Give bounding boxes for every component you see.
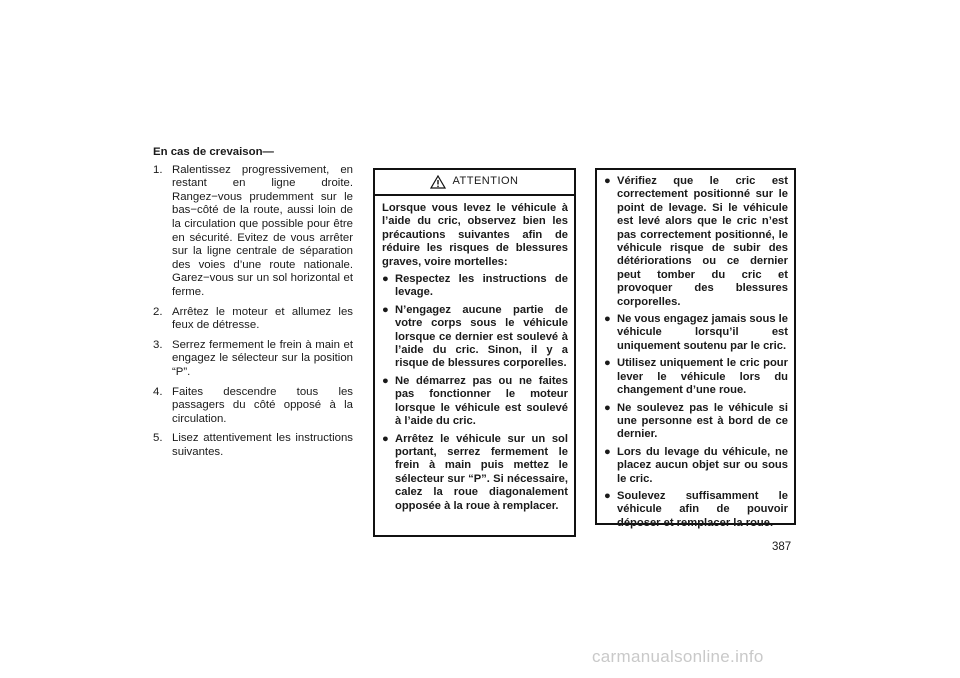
bullet-text: Ne vous engagez jamais sous le véhicule lorsqu’il est uniquement soutenu par le cric. (617, 313, 788, 352)
bullet-text: N’engagez aucune partie de votre corps sous le véhicule lorsque ce dernier est soulevé à l’aide du cric. Sinon, il y a risque de blessures corporelles. (395, 303, 568, 370)
bullet-item (604, 357, 788, 397)
bullet-dot: ● (604, 313, 611, 326)
step-number: 3. (153, 338, 163, 351)
continued-bullets (604, 175, 788, 530)
step-text: Faites descendre tous les passagers du côté opposé à la circulation. (172, 385, 353, 425)
bullet-item (382, 304, 568, 371)
bullet-dot: ● (382, 273, 389, 286)
step-number: 5. (153, 432, 163, 445)
step-number: 2. (153, 305, 163, 318)
step-item (153, 164, 353, 300)
step-text: Lisez attentivement les instructions suivantes. (172, 432, 353, 458)
bullet-item (382, 433, 568, 513)
bullet-item (382, 375, 568, 429)
step-text: Serrez fermement le frein à main et engagez le sélecteur sur la position “P”. (172, 338, 353, 378)
bullet-dot: ● (382, 374, 389, 387)
instructions-column (153, 146, 353, 465)
bullet-item (604, 490, 788, 530)
bullet-item (604, 446, 788, 486)
bullet-item (382, 273, 568, 300)
step-item (153, 306, 353, 333)
attention-bullets (382, 273, 568, 513)
bullet-dot: ● (604, 445, 611, 458)
step-number: 4. (153, 385, 163, 398)
bullet-text: Utilisez uniquement le cric pour lever le véhicule lors du changement d’une roue. (617, 357, 788, 397)
bullet-dot: ● (382, 303, 389, 316)
bullet-dot: ● (382, 432, 389, 445)
step-number: 1. (153, 163, 163, 176)
attention-box (373, 168, 576, 537)
bullet-item (604, 313, 788, 353)
bullet-text: Respectez les instructions de levage. (395, 273, 568, 299)
warning-triangle-icon (430, 175, 446, 189)
bullet-dot: ● (604, 401, 611, 414)
bullet-text: Ne démarrez pas ou ne faites pas fonctionner le moteur lorsque le véhicule est soulevé à l’aide du cric. (395, 374, 568, 428)
bullet-dot: ● (604, 489, 611, 502)
bullet-text: Soulevez suffisamment le véhicule afin de pouvoir déposer et remplacer la roue. (617, 489, 788, 529)
bullet-dot: ● (604, 357, 611, 370)
bullet-text: Lors du levage du véhicule, ne placez aucun objet sur ou sous le cric. (617, 445, 788, 485)
attention-continued-box (595, 168, 796, 529)
attention-body (375, 196, 574, 513)
step-item (153, 386, 353, 427)
step-text: Ralentissez progressivement, en restant en ligne droite. Rangez−vous prudemment sur le bas−côté de la route, aussi loin de la circulation que possible pour être en sécurité. Evitez de vous arrêter sur la ligne centrale de séparation des voies d’une route nationale. Garez−vous sur un sol horizontal et ferme. (172, 163, 353, 298)
watermark: carmanualsonline.info (592, 647, 764, 666)
bullet-text: Ne soulevez pas le véhicule si une personne est à bord de ce dernier. (617, 401, 788, 441)
step-item (153, 432, 353, 459)
section-heading: En cas de crevaison— (153, 146, 274, 158)
bullet-text: Vérifiez que le cric est correctement positionné sur le point de levage. Si le véhicule est levé alors que le cric n’est pas correctement positionné, le véhicule risque de subir des détériorations ou ce dernier peut tomber du cric et provoquer des blessures corporelles. (617, 175, 788, 308)
attention-title: ATTENTION (452, 175, 519, 188)
attention-intro: Lorsque vous levez le véhicule à l’aide du cric, observez bien les précautions suivantes afin de réduire les risques de blessures graves, voire mortelles: (382, 202, 568, 268)
bullet-text: Arrêtez le véhicule sur un sol portant, serrez fermement le frein à main puis mettez le sélecteur sur “P”. Si nécessaire, calez la roue diagonalement opposée à la roue à remplacer. (395, 432, 568, 512)
step-text: Arrêtez le moteur et allumez les feux de détresse. (172, 305, 353, 332)
step-item (153, 339, 353, 380)
continued-body (597, 170, 794, 530)
bullet-item (604, 175, 788, 309)
page-number: 387 (772, 541, 792, 553)
bullet-item (604, 402, 788, 442)
bullet-dot: ● (604, 175, 611, 187)
attention-header (375, 170, 574, 196)
steps-list (153, 164, 353, 460)
